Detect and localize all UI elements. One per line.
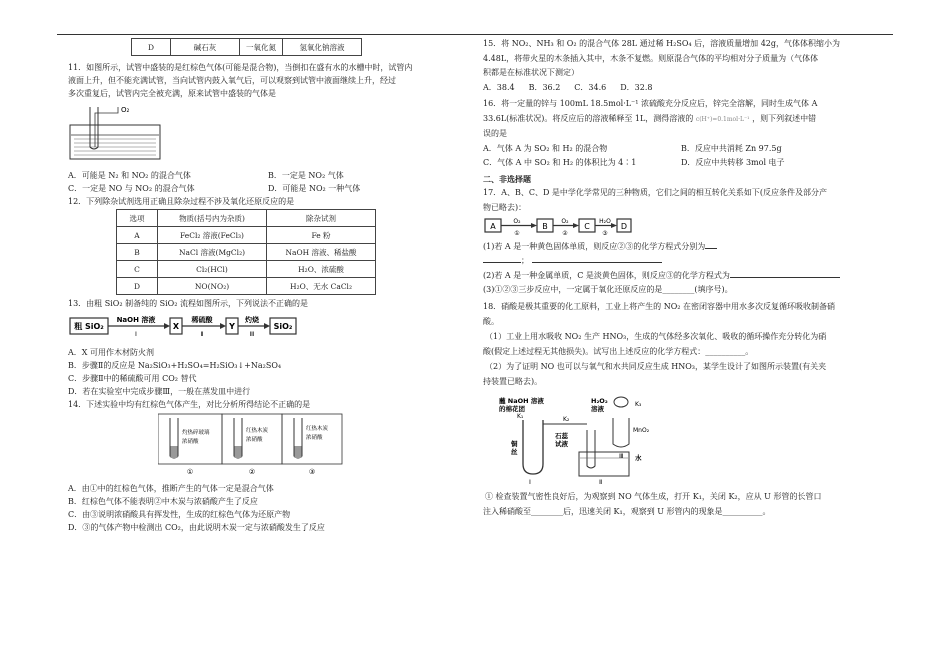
- fig-label: 铜: [511, 439, 518, 448]
- fig-label: K₃: [635, 400, 642, 408]
- option-d-table: [131, 38, 362, 56]
- u-tube: [523, 420, 543, 474]
- trough: [70, 125, 160, 159]
- flow-box: 粗 SiO₂: [74, 322, 104, 331]
- q13-option-c: C．步骤Ⅱ中的稀硫酸可用 CO₂ 替代: [68, 374, 197, 383]
- th: 选项: [117, 210, 158, 227]
- q15-option-c: C．34.6: [574, 82, 607, 92]
- cell: H₂O、浓硫酸: [267, 261, 376, 278]
- q18-part2: 持装置已略去)。: [483, 376, 543, 386]
- flow-step: Ⅱ: [200, 330, 204, 338]
- q13-option-d: D．若在实验室中完成步骤Ⅲ，一般在蒸发皿中进行: [68, 387, 251, 396]
- tube-label: 浓硝酸: [306, 435, 323, 441]
- tube-label: 浓硝酸: [182, 439, 199, 445]
- q11-option-d: D．可能是 NO₂ 一种气体: [268, 184, 361, 193]
- q17-sub1-sep: ；: [521, 256, 529, 265]
- cell: NaOH 溶液、稀盐酸: [267, 244, 376, 261]
- q14-option-d: D．③的气体产物中检测出 CO₂，由此说明木炭一定与浓硝酸发生了反应: [68, 523, 325, 532]
- flow-box: D: [620, 222, 628, 231]
- q12-stem: 12．下列除杂试剂选用正确且除杂过程不涉及氧化还原反应的是: [68, 197, 295, 206]
- answer-blank[interactable]: [483, 262, 521, 263]
- tube-number: ②: [248, 468, 256, 476]
- q13-option-b: B．步骤Ⅱ的反应是 Na₂SiO₃+H₂SO₄=H₂SiO₃↓+Na₂SO₄: [68, 361, 282, 370]
- flow-step: ②: [562, 230, 568, 236]
- q14-stem: 14．下述实验中均有红棕色气体产生，对比分析所得结论不正确的是: [68, 400, 311, 409]
- q16-option-b: B．反应中共消耗 Zn 97.5g: [681, 143, 782, 153]
- question-11: [68, 62, 468, 194]
- fig-label: 的棉花团: [499, 404, 525, 413]
- cell: H₂O、无水 CaCl₂: [267, 278, 376, 295]
- fig-label: 蘸 NaOH 溶液: [499, 396, 544, 405]
- fig-label: Ⅰ: [529, 477, 531, 484]
- q11-stem-line: 多次重复后，试管内完全被充满，原来试管中盛装的气体是: [68, 89, 276, 98]
- cell: D: [132, 39, 171, 56]
- q17-line: 17．A、B、C、D 是中学化学常见的三种物质，它们之间的相互转化关系如下(反应条件及部分产: [483, 188, 828, 197]
- question-18: [483, 300, 879, 518]
- flow-reagent: H₂O: [599, 218, 611, 225]
- q18-apparatus: [495, 394, 715, 484]
- answer-blank[interactable]: [730, 277, 840, 278]
- q13-flow: [68, 312, 298, 340]
- q15-line: 积都是在标准状况下测定）: [483, 68, 579, 77]
- q17-flow: [483, 216, 633, 236]
- tube-label: 红热木炭: [246, 428, 269, 434]
- q16-option-d: D．反应中共转移 3mol 电子: [681, 158, 785, 167]
- flow-reagent: 灼烧: [245, 316, 259, 324]
- q11-stem-line: 11．如图所示，试管中盛装的是红棕色气体(可能是混合物)，当倒扣在盛有水的水槽中时，试管内: [68, 63, 413, 72]
- question-12: [68, 196, 468, 295]
- q15-line: 4.48L，将带火星的木条插入其中，木条不复燃。则原混合气体的平均相对分子质量为（气体体: [483, 53, 819, 63]
- q17-sub3: (3)①②③三步反应中，一定属于氧化还原反应的是________(填序号)。: [483, 285, 733, 294]
- question-17: [483, 187, 879, 297]
- left-column: [68, 38, 468, 535]
- q18-part1: （1）工业上用水吸收 NO₂ 生产 HNO₃，生成的气体经多次氧化、吸收的循环操作充分转化为硝: [485, 331, 827, 341]
- q17-sub2: (2)若 A 是一种金属单质，C 是淡黄色固体，则反应③的化学方程式为: [483, 270, 730, 280]
- q16-option-c: C．气体 A 中 SO₂ 和 H₂ 的体积比为 4∶1: [483, 158, 637, 167]
- q11-option-b: B．一定是 NO₂ 气体: [268, 171, 344, 180]
- fig-label: K₁: [517, 412, 524, 420]
- tube-number: ①: [186, 468, 194, 476]
- q15-option-b: B．36.2: [528, 82, 561, 92]
- q18-part2: （2）为了证明 NO 也可以与氧气和水共同反应生成 HNO₃，某学生设计了如图所示装置(有关夹: [485, 361, 827, 371]
- q15-option-d: D．32.8: [620, 82, 653, 92]
- q16-line: 16．将一定量的锌与 100mL 18.5mol·L⁻¹ 浓硫酸充分反应后，锌完全溶解，同时生成气体 A: [483, 99, 818, 108]
- flow-reagent: 稀硫酸: [191, 316, 213, 324]
- fig-label: K₂: [563, 415, 570, 423]
- fig-label: H₂O₂: [591, 396, 608, 405]
- q18-subq1: ① 检查装置气密性良好后，为观察到 NO 气体生成，打开 K₁，关闭 K₂，应从 U 形管的长管口: [485, 491, 822, 501]
- flow-step: ①: [514, 230, 520, 236]
- flow-box: X: [172, 322, 180, 331]
- q17-line: 物已略去)：: [483, 202, 527, 212]
- q16-line: 33.6L(标准状况)。将反应后的溶液稀释至 1L，测得溶液的: [483, 113, 694, 123]
- q16-line: 误的是: [483, 129, 507, 138]
- q15-option-a: A．38.4: [483, 82, 515, 92]
- q15-line: 15．将 NO₂、NH₃ 和 O₂ 的混合气体 28L 通过稀 H₂SO₄ 后，溶液质量增加 42g，气体体积缩小为: [483, 39, 841, 48]
- fig-label: MnO₂: [633, 426, 650, 434]
- q13-stem: 13．由粗 SiO₂ 制备纯的 SiO₂ 流程如图所示，下列说法不正确的是: [68, 299, 308, 308]
- q11-figure: [68, 103, 188, 163]
- q12-table: [116, 209, 376, 295]
- q14-option-b: B．红棕色气体不能表明②中木炭与浓硝酸产生了反应: [68, 497, 258, 506]
- q16-option-a: A．气体 A 为 SO₂ 和 H₂ 的混合物: [483, 143, 608, 153]
- q13-option-a: A．X 可用作木材防火剂: [68, 348, 155, 357]
- cell: A: [117, 227, 158, 244]
- question-13: [68, 298, 468, 397]
- answer-blank[interactable]: [705, 248, 717, 249]
- fig-label: 溶液: [591, 404, 604, 413]
- tube-label: 灼热碎玻璃: [182, 430, 210, 436]
- q18-line: 18．硝酸是极其重要的化工原料，工业上将产生的 NO₂ 在密闭容器中用水多次反复循环吸收制备硝: [483, 301, 836, 311]
- flow-box: SiO₂: [273, 322, 293, 331]
- flow-box: A: [490, 222, 496, 231]
- cell: 氢氧化钠溶液: [283, 39, 362, 56]
- q18-part1: 酸(假定上述过程无其他损失)。试写出上述反应的化学方程式：__________。: [483, 346, 754, 356]
- q14-option-c: C．由③说明浓硝酸具有挥发性，生成的红棕色气体为还原产物: [68, 510, 291, 519]
- fig-label: Ⅲ: [619, 451, 624, 460]
- question-15: [483, 38, 879, 94]
- fig-label: 水: [635, 453, 642, 462]
- th: 除杂试剂: [267, 210, 376, 227]
- flow-step: Ⅰ: [135, 330, 137, 338]
- q14-option-a: A．由①中的红棕色气体，推断产生的气体一定是混合气体: [68, 484, 274, 493]
- cell: NaCl 溶液(MgCl₂): [158, 244, 267, 261]
- flow-box: C: [584, 222, 590, 231]
- flow-step: ③: [602, 230, 608, 236]
- cell: C: [117, 261, 158, 278]
- flow-reagent: O₂: [513, 218, 521, 225]
- cell: Cl₂(HCl): [158, 261, 267, 278]
- fig-label: 丝: [511, 447, 518, 456]
- header-rule: [57, 34, 893, 35]
- q18-subq1: 注入稀硝酸至________后，迅速关闭 K₁，观察到 U 形管内的现象是__________。: [483, 506, 771, 516]
- q11-option-c: C．一定是 NO 与 NO₂ 的混合气体: [68, 184, 195, 193]
- o2-label: O₂: [121, 106, 130, 114]
- tube-label: 红热木炭: [306, 426, 329, 432]
- section-title: 二、非选择题: [483, 173, 531, 184]
- cell: Fe 粉: [267, 227, 376, 244]
- q16-line: ，则下列叙述中错: [752, 113, 817, 123]
- q14-figure: [158, 412, 398, 480]
- q11-stem-line: 液面上升，但不能充满试管，当向试管内鼓入氧气后，可以观察到试管中液面继续上升，经过: [68, 76, 396, 85]
- fig-label: 试液: [555, 439, 568, 448]
- answer-blank[interactable]: [532, 262, 662, 263]
- fig-label: Ⅱ: [599, 477, 603, 484]
- question-14: [68, 399, 468, 533]
- cell: B: [117, 244, 158, 261]
- q11-option-a: A．可能是 N₂ 和 NO₂ 的混合气体: [68, 171, 191, 180]
- flow-box: B: [542, 222, 548, 231]
- cell: D: [117, 278, 158, 295]
- question-16: [483, 98, 879, 170]
- tube-number: ③: [308, 468, 316, 476]
- flow-reagent: NaOH 溶液: [116, 316, 156, 324]
- tube-label: 浓硝酸: [246, 437, 263, 443]
- cell: FeCl₂ 溶液(FeCl₃): [158, 227, 267, 244]
- q16-formula: c(H⁺)=0.1mol·L⁻¹: [695, 115, 750, 123]
- cell: 碱石灰: [171, 39, 240, 56]
- fig-label: 石蕊: [555, 431, 568, 440]
- q18-line: 酸。: [483, 316, 499, 326]
- flow-reagent: O₂: [561, 218, 569, 225]
- cell: NO(NO₂): [158, 278, 267, 295]
- flow-step: Ⅲ: [249, 330, 255, 338]
- q17-sub1: (1)若 A 是一种黄色固体单质，则反应②③的化学方程式分别为: [483, 241, 706, 251]
- cell: 一氧化氮: [240, 39, 283, 56]
- flow-box: Y: [229, 322, 235, 331]
- th: 物质(括号内为杂质): [158, 210, 267, 227]
- right-column: [483, 38, 879, 520]
